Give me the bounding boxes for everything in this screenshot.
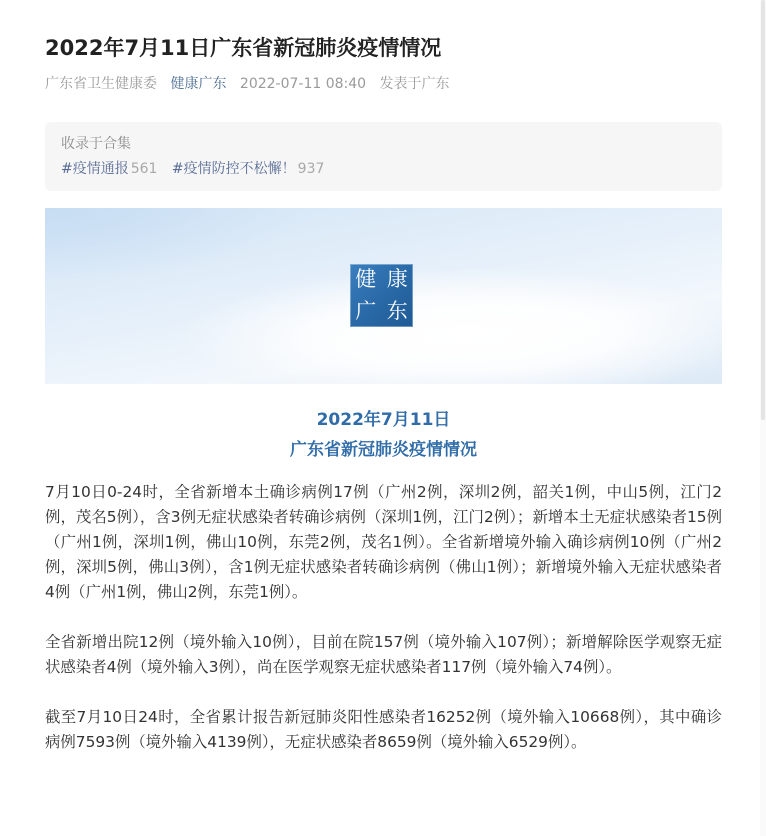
logo-char: 东 [386,298,408,323]
article-title: 2022年7月11日广东省新冠肺炎疫情情况 [45,36,442,60]
paragraph-discharges: 全省新增出院12例（境外输入10例），目前在院157例（境外输入107例）；新增解除医学观察无症状感染者4例（境外输入3例），尚在医学观察无症状感染者117例（境外输入74例）。 [45,633,722,676]
publish-location: 发表于广东 [379,76,450,92]
collection-tags [61,158,706,180]
collection-tag[interactable] [61,161,157,177]
tag-count: 561 [130,161,158,177]
collection-tag[interactable] [172,161,324,177]
article [45,0,722,755]
publish-time: 2022-07-11 08:40 [239,76,367,92]
tag-count: 937 [297,161,325,177]
report-date-heading: 2022年7月11日 [316,410,451,430]
health-guangdong-logo [350,264,413,327]
logo-char: 广 [355,298,377,323]
account-link[interactable]: 健康广东 [170,76,227,92]
collection-box [45,122,722,191]
banner-image [45,208,722,384]
collection-label: 收录于合集 [61,136,131,152]
author-name: 广东省卫生健康委 [45,76,157,92]
logo-char: 健 [355,267,377,292]
scrollbar-thumb[interactable] [761,0,765,420]
tag-name: #疫情通报 [61,161,129,177]
paragraph-new-cases: 7月10日0-24时，全省新增本土确诊病例17例（广州2例，深圳2例，韶关1例，中山5例，江门2例，茂名5例），含3例无症状感染者转确诊病例（深圳1例，江门2例）；新增本土无症状感染者15例（广州1例，深圳1例，佛山10例，东莞2例，茂名1例）。全省新增境外输入确诊病例10例（广州2例，深圳5例，佛山3例），含1例无症状感染者转确诊病例（佛山1例）；新增境外输入无症状感染者4例（广州1例，佛山2例，东莞1例）。 [45,483,722,601]
article-meta [45,73,722,95]
page-scrollbar[interactable] [760,0,766,836]
report-title-heading: 广东省新冠肺炎疫情情况 [290,440,477,460]
paragraph-cumulative: 截至7月10日24时，全省累计报告新冠肺炎阳性感染者16252例（境外输入10668例），其中确诊病例7593例（境外输入4139例），无症状感染者8659例（境外输入6529例）。 [45,708,722,751]
logo-char: 康 [386,267,408,292]
tag-name: #疫情防控不松懈！ [171,161,296,177]
